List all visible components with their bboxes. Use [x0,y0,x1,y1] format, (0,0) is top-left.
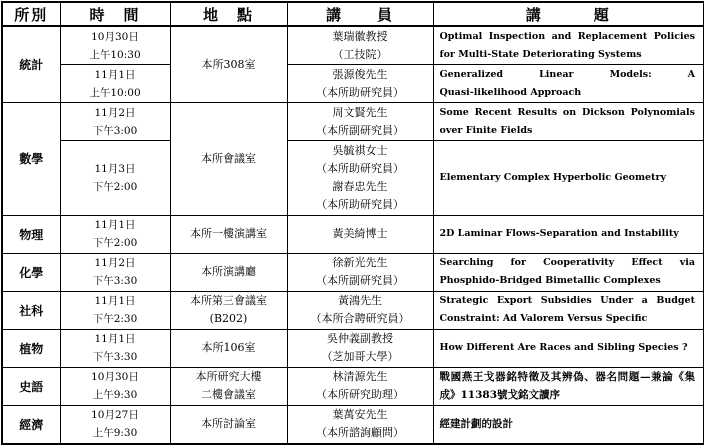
institute-cell: 社科 [2,291,60,329]
topic-cell [433,65,704,103]
time-cell [60,405,170,444]
clock-text: 下午2:00 [92,237,138,250]
speaker-name: 葉萬安先生 [332,408,388,422]
speaker-name: 葉瑞徽教授 [332,29,388,43]
date-text: 11月1日 [94,333,136,346]
speaker-name: 周文賢先生 [332,105,388,119]
topic-cell: Optimal Inspection and Replacement Policies for Multi-State Deteriorating Systems [433,26,704,65]
clock-text: 下午3:30 [92,275,138,288]
place-cell [170,291,287,329]
time-cell [60,291,170,329]
speaker-cell [287,141,433,216]
place-room: 二樓會議室 [201,388,256,402]
topic-cell: 經建計劃的設計 [433,405,704,444]
header-place: 地 點 [170,2,287,26]
speaker-name: 徐新光先生 [332,256,388,270]
place-text: 本所第三會議室 [190,294,267,308]
clock-text: 下午2:00 [92,180,138,193]
speaker-cell [287,291,433,329]
speaker-affiliation: （工技院） [332,47,388,61]
table-row [2,65,704,103]
date-text: 11月3日 [94,162,136,175]
speaker-affiliation: （本所合聘研究員） [310,312,410,326]
speaker-affiliation: （本所副研究員） [316,274,404,288]
institute-cell: 統計 [2,26,60,103]
date-text: 10月30日 [91,30,139,43]
speaker-name: 吳仲義副教授 [327,332,393,346]
place-text: 本所演講廳 [201,265,256,279]
speaker-affiliation: （本所助研究員） [316,197,404,211]
topic-cell: Some Recent Results on Dickson Polynomials over Finite Fields [433,103,704,141]
place-text: 本所研究大樓 [195,370,262,384]
speaker-cell [287,367,433,405]
place-text: 本所討論室 [201,417,256,431]
date-text: 11月2日 [94,257,136,270]
speaker-name: 張源俊先生 [332,67,388,81]
place-cell [170,329,287,367]
speaker-name: 吳毓祺女士 [332,143,388,157]
time-cell [60,141,170,216]
date-text: 10月30日 [91,371,139,384]
speaker-cell [287,103,433,141]
clock-text: 上午10:00 [89,86,141,99]
time-cell [60,215,170,253]
clock-text: 下午3:30 [92,351,138,364]
time-cell [60,26,170,65]
topic-line: Generalized Linear Models: A [439,68,695,80]
speaker-name: 林清源先生 [332,370,388,384]
clock-text: 下午3:00 [92,124,138,137]
place-cell [170,253,287,291]
clock-text: 下午2:30 [92,313,138,326]
time-cell [60,329,170,367]
date-text: 11月1日 [94,295,136,308]
speaker-cell [287,405,433,444]
table-row [2,367,704,405]
institute-cell: 數學 [2,103,60,216]
table-row [2,253,704,291]
time-cell [60,103,170,141]
date-text: 11月1日 [94,219,136,232]
table-row [2,405,704,444]
speaker-affiliation: （芝加哥大學） [321,350,399,364]
speaker-name: 謝春忠先生 [332,179,388,193]
place-text: 本所308室 [201,57,256,71]
speaker-cell [287,26,433,65]
institute-cell: 經濟 [2,405,60,444]
table-row [2,291,704,329]
topic-cell: Elementary Complex Hyperbolic Geometry [433,141,704,216]
topic-line: Quasi-likelihood Approach [439,86,582,98]
speaker-affiliation: （本所助研究員） [316,161,404,175]
clock-text: 上午10:30 [89,48,141,61]
speaker-name: 黃鴻先生 [338,294,382,308]
table-row [2,103,704,141]
date-text: 11月1日 [94,68,136,81]
speaker-cell [287,215,433,253]
speaker-name: 黃美綺博士 [332,227,388,241]
place-cell [170,405,287,444]
clock-text: 上午9:30 [92,427,138,440]
header-institute: 所別 [2,2,60,26]
header-row [2,2,704,26]
header-topic: 講 題 [433,2,704,26]
speaker-cell [287,65,433,103]
time-cell [60,367,170,405]
table-row [2,215,704,253]
speaker-affiliation: （本所研究助理） [316,388,404,402]
speaker-affiliation: （本所助研究員） [316,85,404,99]
time-cell [60,253,170,291]
speaker-cell [287,253,433,291]
topic-cell: Searching for Cooperativity Effect via Phosphido-Bridged Bimetallic Complexes [433,253,704,291]
header-speaker: 講 員 [287,2,433,26]
speaker-affiliation: （本所副研究員） [316,123,404,137]
date-text: 11月2日 [94,106,136,119]
topic-cell: 戰國燕王戈器銘特徵及其辨偽、器名問題—兼論《集成》11383號戈銘文讀序 [433,367,704,405]
speaker-cell [287,329,433,367]
topic-cell: How Different Are Races and Sibling Species ? [433,329,704,367]
institute-cell: 植物 [2,329,60,367]
place-text: 本所一樓演講室 [190,227,267,241]
topic-cell: Strategic Export Subsidies Under a Budget Constraint: Ad Valorem Versus Specific [433,291,704,329]
place-text: 本所會議室 [201,151,256,165]
place-text: 本所106室 [201,341,256,355]
institute-cell: 物理 [2,215,60,253]
header-time: 時 間 [60,2,170,26]
institute-cell: 史語 [2,367,60,405]
date-text: 10月27日 [91,409,139,422]
speaker-affiliation: （本所諮詢顧問） [316,426,404,440]
place-room: (B202) [209,312,248,326]
seminar-schedule-table [1,1,704,445]
institute-cell: 化學 [2,253,60,291]
place-cell [170,367,287,405]
place-cell [170,103,287,216]
table-row [2,329,704,367]
time-cell [60,65,170,103]
topic-cell: 2D Laminar Flows-Separation and Instability [433,215,704,253]
place-cell [170,215,287,253]
place-cell [170,26,287,103]
table-row [2,26,704,65]
table-row [2,141,704,216]
clock-text: 上午9:30 [92,389,138,402]
